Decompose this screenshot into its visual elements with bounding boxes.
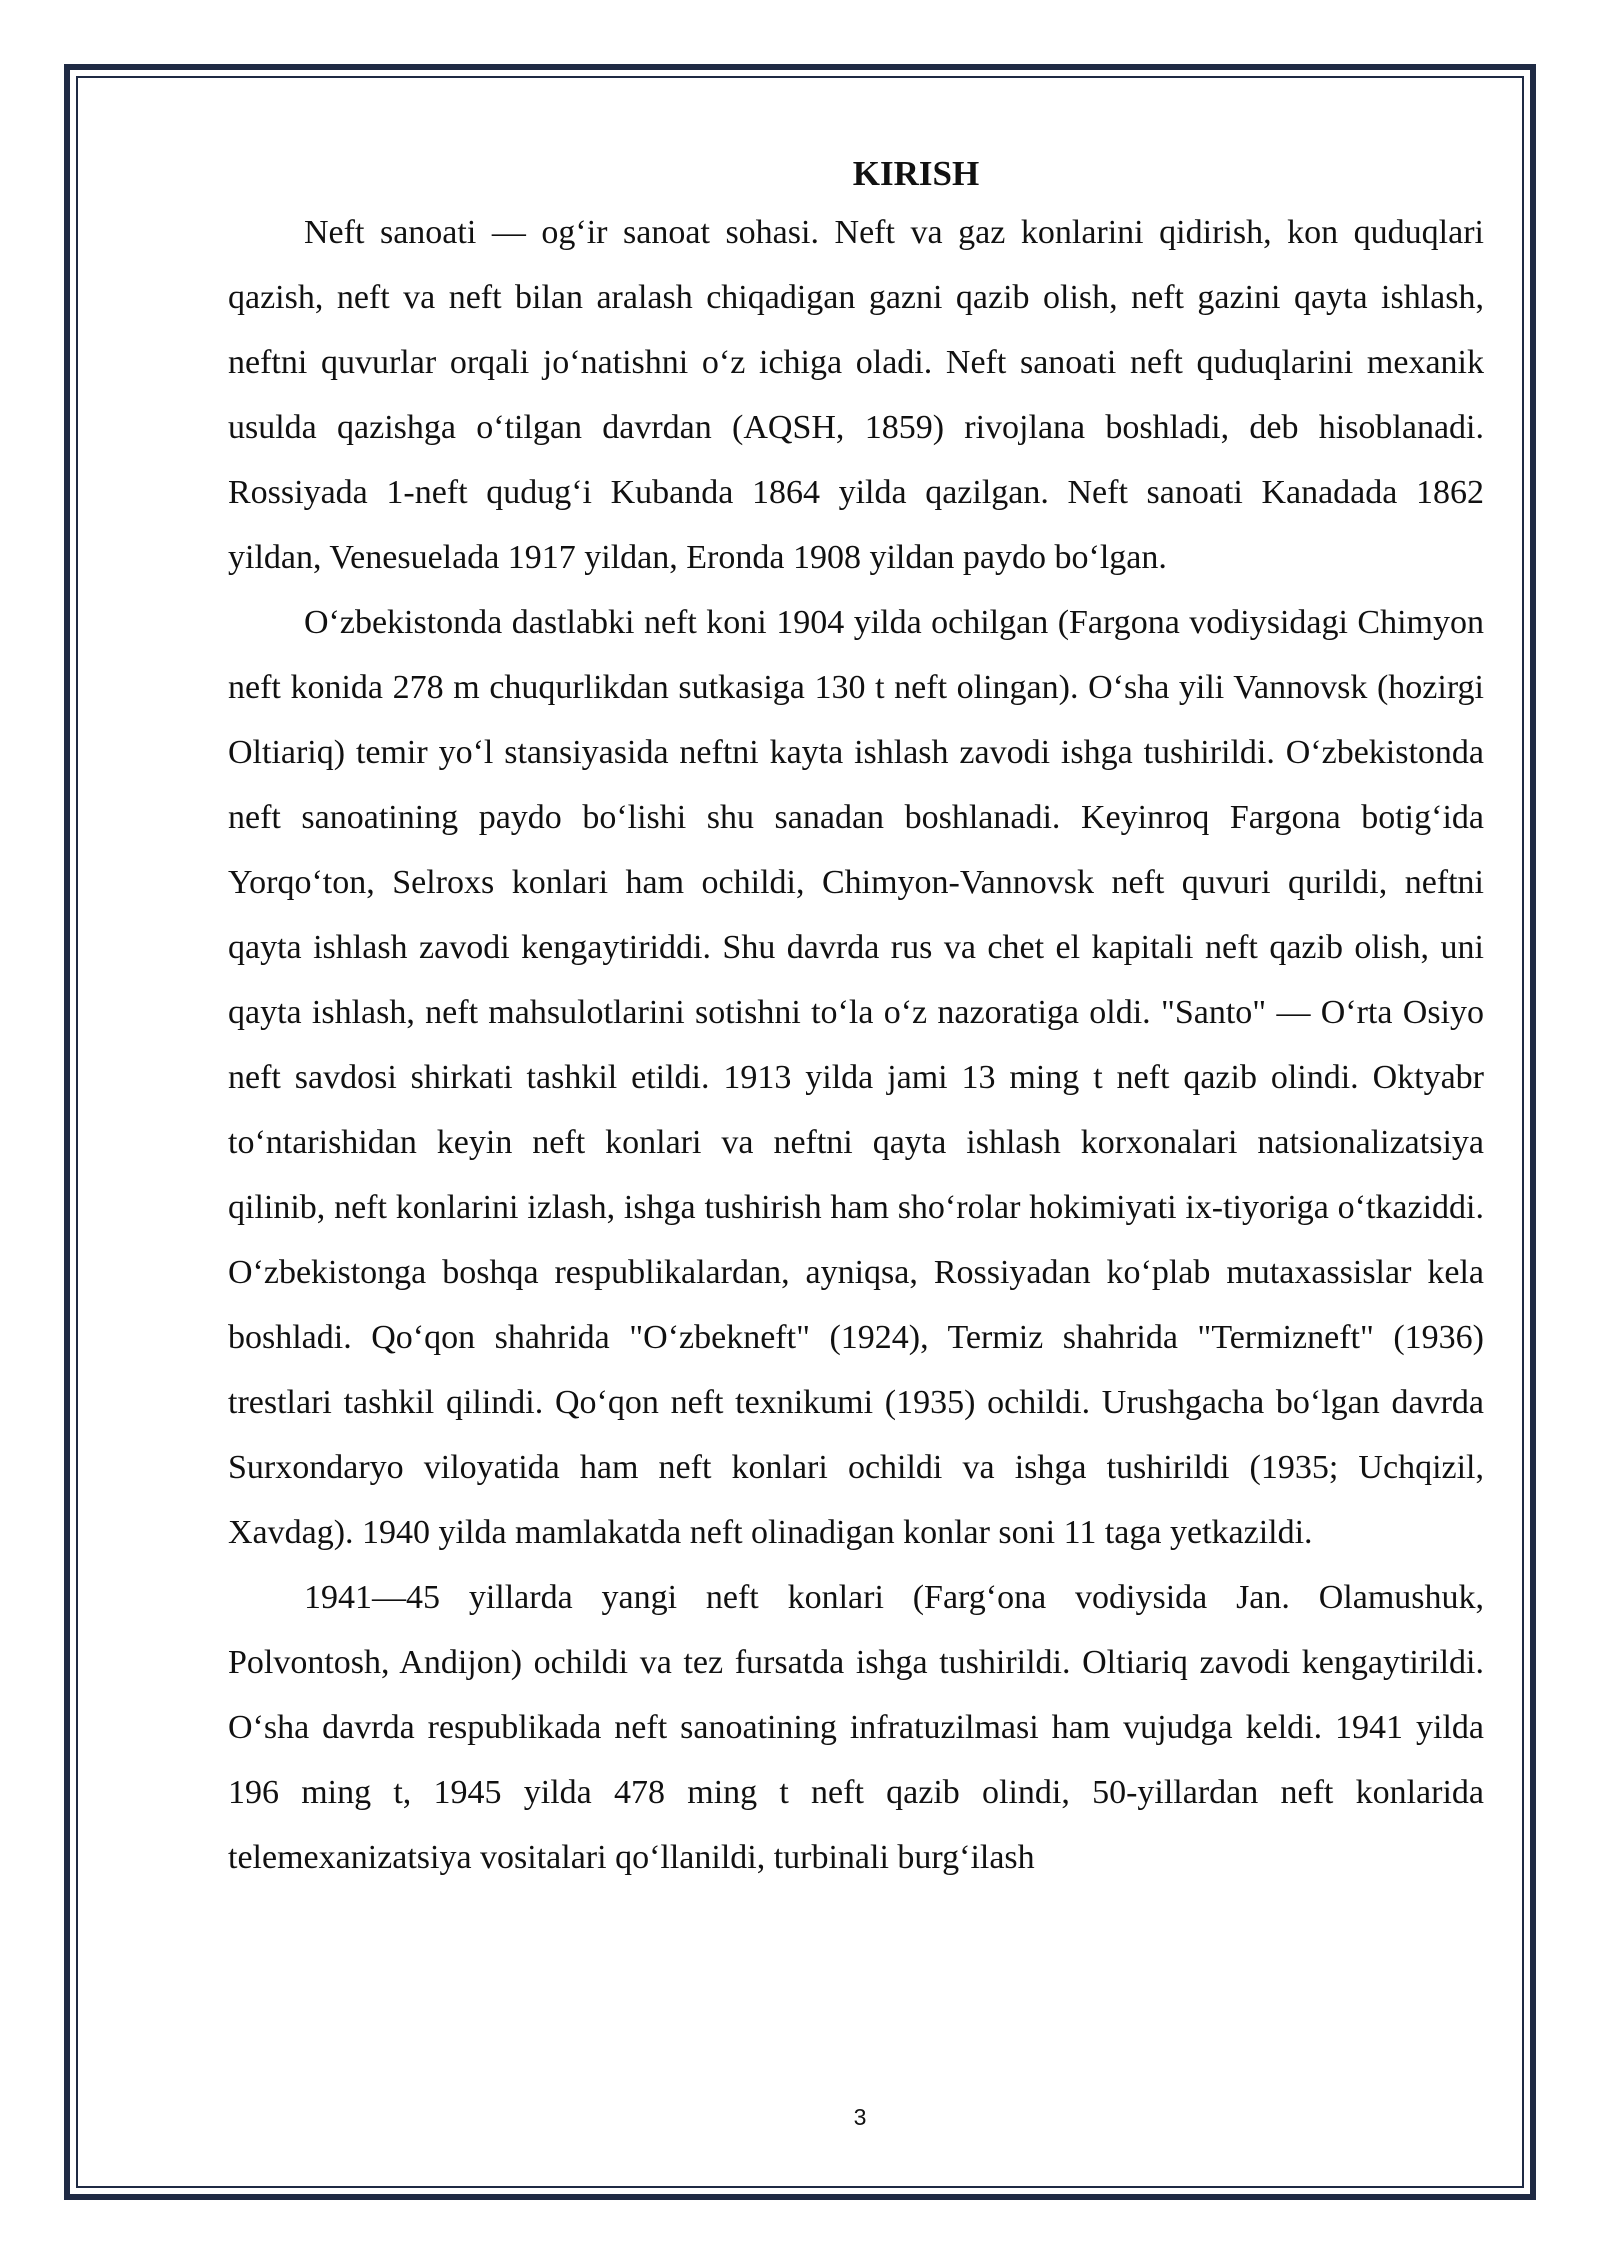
paragraph-3: 1941—45 yillarda yangi neft konlari (Farg‘ona vodiysida Jan. Olamushuk, Polvontosh, Andijon) ochildi va tez fursatda ishga tushirildi. Oltiariq zavodi kengaytirildi. O‘sha davrda respublikada neft sanoatining infratuzilmasi ham vujudga keldi. 1941 yilda 196 ming t, 1945 yilda 478 ming t neft qazib olindi, 50-yillardan neft konlarida telemexanizatsiya vositalari qo‘llanildi, turbinali burg‘ilash [228,1579,1484,1876]
paragraph-2: O‘zbekistonda dastlabki neft koni 1904 yilda ochilgan (Fargona vodiysidagi Chimyon neft konida 278 m chuqurlikdan sutkasiga 130 t neft olingan). O‘sha yili Vannovsk (hozirgi Oltiariq) temir yo‘l stansiyasida neftni kayta ishlash zavodi ishga tushirildi. O‘zbekistonda neft sanoatining paydo bo‘lishi shu sanadan boshlanadi. Keyinroq Fargona botig‘ida Yorqo‘ton, Selroxs konlari ham ochildi, Chimyon-Vannovsk neft quvuri qurildi, neftni qayta ishlash zavodi kengaytiriddi. Shu davrda rus va chet el kapitali neft qazib olish, uni qayta ishlash, neft mahsulotlarini sotishni to‘la o‘z nazoratiga oldi. "Santo" — O‘rta Osiyo neft savdosi shirkati tashkil etildi. 1913 yilda jami 13 ming t neft qazib olindi. Oktyabr to‘ntarishidan keyin neft konlari va neftni qayta ishlash korxonalari natsionalizatsiya qilinib, neft konlarini izlash, ishga tushirish ham sho‘rolar hokimiyati ix-tiyoriga o‘tkaziddi. O‘zbekistonga boshqa respublikalardan, ayniqsa, Rossiyadan ko‘plab mutaxassislar kela boshladi. Qo‘qon shahrida "O‘zbekneft" (1924), Termiz shahrida "Termizneft" (1936) trestlari tashkil qilindi. Qo‘qon neft texnikumi (1935) ochildi. Urushgacha bo‘lgan davrda Surxondaryo viloyatida ham neft konlari ochildi va ishga tushirildi (1935; Uchqizil, Xavdag). 1940 yilda mamlakatda neft olinadigan konlar soni 11 taga yetkazildi. [228,604,1484,1551]
section-title: KIRISH [852,154,980,193]
page-number: 3 [853,2104,867,2130]
paragraph-1: Neft sanoati — og‘ir sanoat sohasi. Neft va gaz konlarini qidirish, kon quduqlari qazish, neft va neft bilan aralash chiqadigan gazni qazib olish, neft gazini qayta ishlash, neftni quvurlar orqali jo‘natishni o‘z ichiga oladi. Neft sanoati neft quduqlarini mexanik usulda qazishga o‘tilgan davrdan (AQSH, 1859) rivojlana boshladi, deb hisoblanadi. Rossiyada 1-neft qudug‘i Kubanda 1864 yilda qazilgan. Neft sanoati Kanadada 1862 yildan, Venesuelada 1917 yildan, Eronda 1908 yildan paydo bo‘lgan. [228,214,1484,576]
document-body [228,148,1484,1890]
